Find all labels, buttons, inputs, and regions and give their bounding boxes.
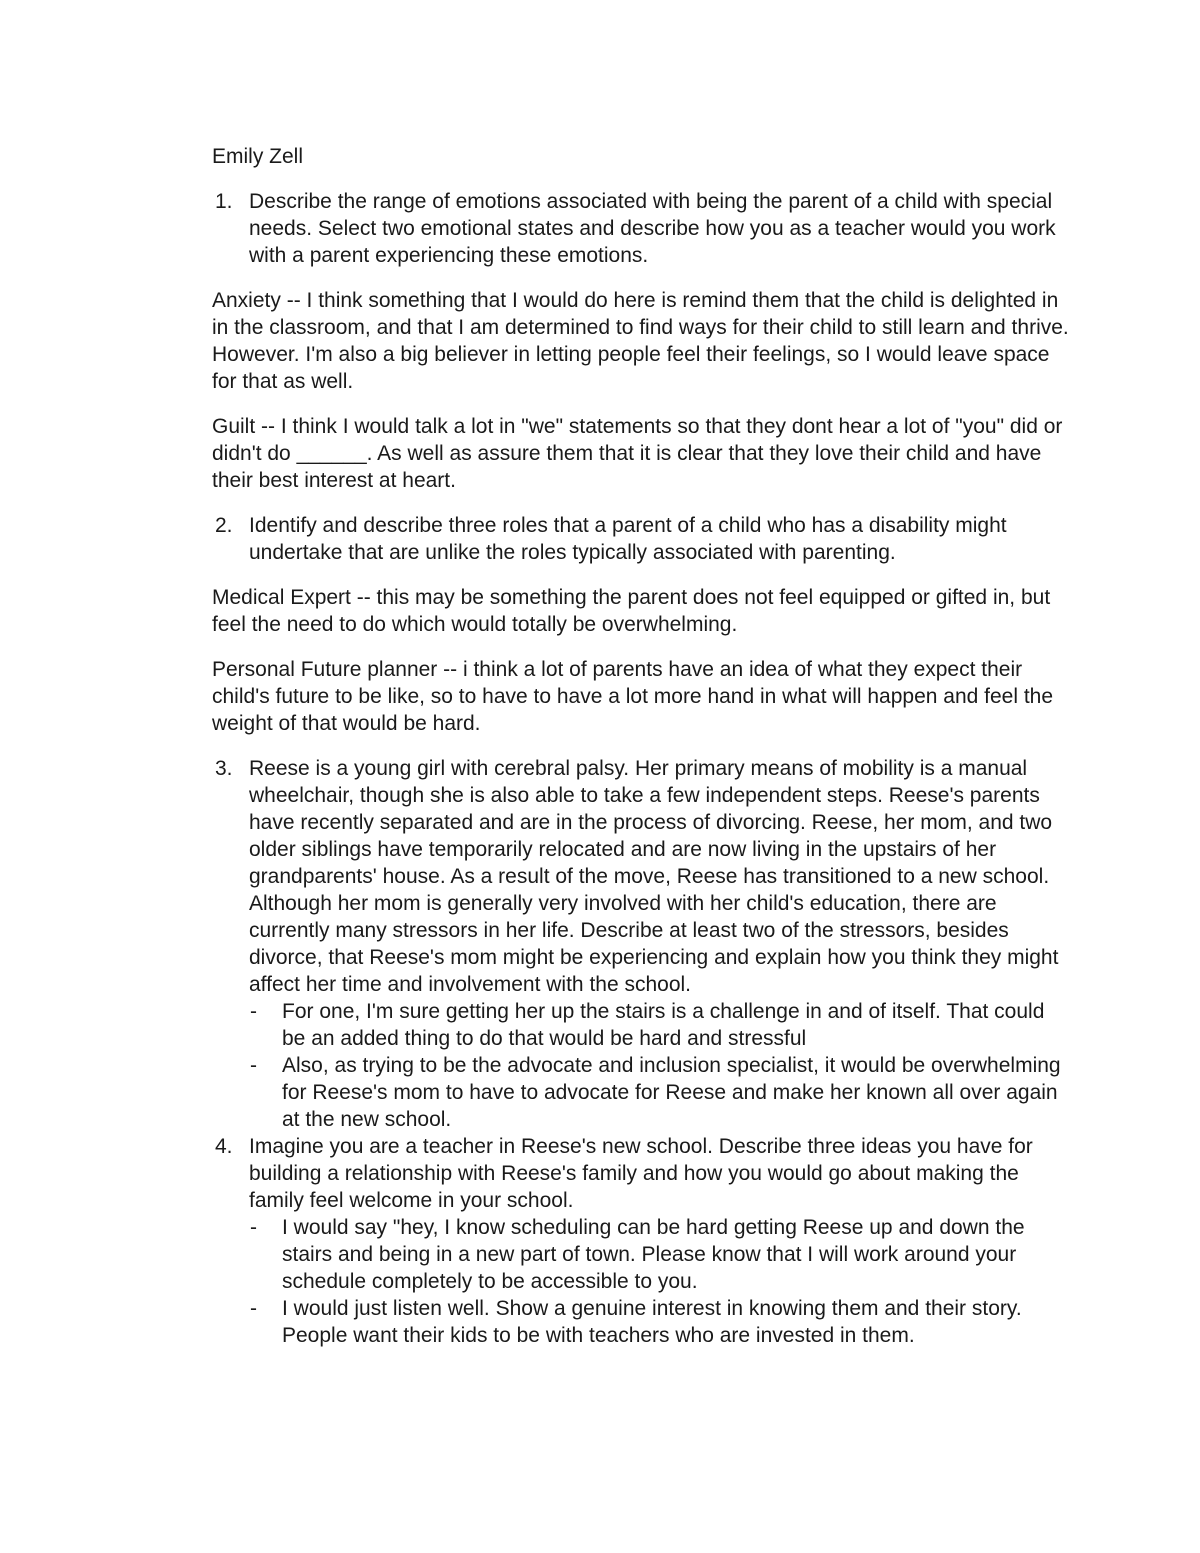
- list-item-text: For one, I'm sure getting her up the stairs is a challenge in and of itself. That could be an added thing to do that would be hard and stressful: [282, 1000, 1045, 1050]
- answer-paragraph: Personal Future planner -- i think a lot of parents have an idea of what they expect their child's future to be like, so to have to have a lot more hand in what will happen and feel the weight of that would be hard.: [212, 658, 1054, 735]
- document-page: [212, 143, 1072, 1367]
- answer-list: [249, 1214, 1072, 1349]
- dash-bullet: -: [250, 1000, 257, 1023]
- list-item: [249, 1295, 1072, 1349]
- answer-paragraph: Guilt -- I think I would talk a lot in "we" statements so that they dont hear a lot of "you" did or didn't do ______. As well as assure them that it is clear that they love their child and have their best interest at heart.: [212, 415, 1063, 492]
- dash-bullet: -: [250, 1054, 257, 1077]
- list-item: [249, 1214, 1072, 1295]
- list-item-text: I would say "hey, I know scheduling can be hard getting Reese up and down the stairs and being in a new part of town. Please know that I will work around your schedule completely to be accessible to you.: [282, 1216, 1025, 1293]
- list-item: [249, 1052, 1072, 1133]
- answer-list: [249, 998, 1072, 1133]
- list-item-text: Also, as trying to be the advocate and inclusion specialist, it would be overwhelming for Reese's mom to have to advocate for Reese and make her known all over again at the new school.: [282, 1054, 1061, 1131]
- question-number: 4.: [215, 1135, 233, 1158]
- list-item-text: I would just listen well. Show a genuine interest in knowing them and their story. People want their kids to be with teachers who are invested in them.: [282, 1297, 1022, 1347]
- question-text: Reese is a young girl with cerebral palsy. Her primary means of mobility is a manual wheelchair, though she is also able to take a few independent steps. Reese's parents have recently separated and are in the process of divorcing. Reese, her mom, and two older siblings have temporarily relocated and are now living in the upstairs of her grandparents' house. As a result of the move, Reese has transitioned to a new school. Although her mom is generally very involved with her child's education, there are currently many stressors in her life. Describe at least two of the stressors, besides divorce, that Reese's mom might be experiencing and explain how you think they might affect her time and involvement with the school.: [249, 757, 1059, 996]
- question-3: [212, 755, 1072, 1133]
- dash-bullet: -: [250, 1216, 257, 1239]
- question-body: [249, 1133, 1072, 1349]
- list-item: [249, 998, 1072, 1052]
- question-number: 1.: [215, 190, 233, 213]
- question-body: [249, 188, 1072, 269]
- question-body: [249, 755, 1072, 1133]
- question-number: 2.: [215, 514, 233, 537]
- question-text: Describe the range of emotions associated with being the parent of a child with special needs. Select two emotional states and describe how you as a teacher would you work with a parent experiencing these emotions.: [249, 190, 1056, 267]
- author-name: Emily Zell: [212, 145, 304, 168]
- answer-paragraph: Anxiety -- I think something that I would do here is remind them that the child is delighted in in the classroom, and that I am determined to find ways for their child to still learn and thrive. However. I'm also a big believer in letting people feel their feelings, so I would leave space for that as well.: [212, 289, 1069, 393]
- question-text: Identify and describe three roles that a parent of a child who has a disability might undertake that are unlike the roles typically associated with parenting.: [249, 514, 1007, 564]
- question-body: [249, 512, 1072, 566]
- dash-bullet: -: [250, 1297, 257, 1320]
- question-text: Imagine you are a teacher in Reese's new school. Describe three ideas you have for building a relationship with Reese's family and how you would go about making the family feel welcome in your school.: [249, 1135, 1033, 1212]
- question-2: [212, 512, 1072, 566]
- question-4: [212, 1133, 1072, 1349]
- question-number: 3.: [215, 757, 233, 780]
- question-1: [212, 188, 1072, 269]
- answer-paragraph: Medical Expert -- this may be something the parent does not feel equipped or gifted in, but feel the need to do which would totally be overwhelming.: [212, 586, 1051, 636]
